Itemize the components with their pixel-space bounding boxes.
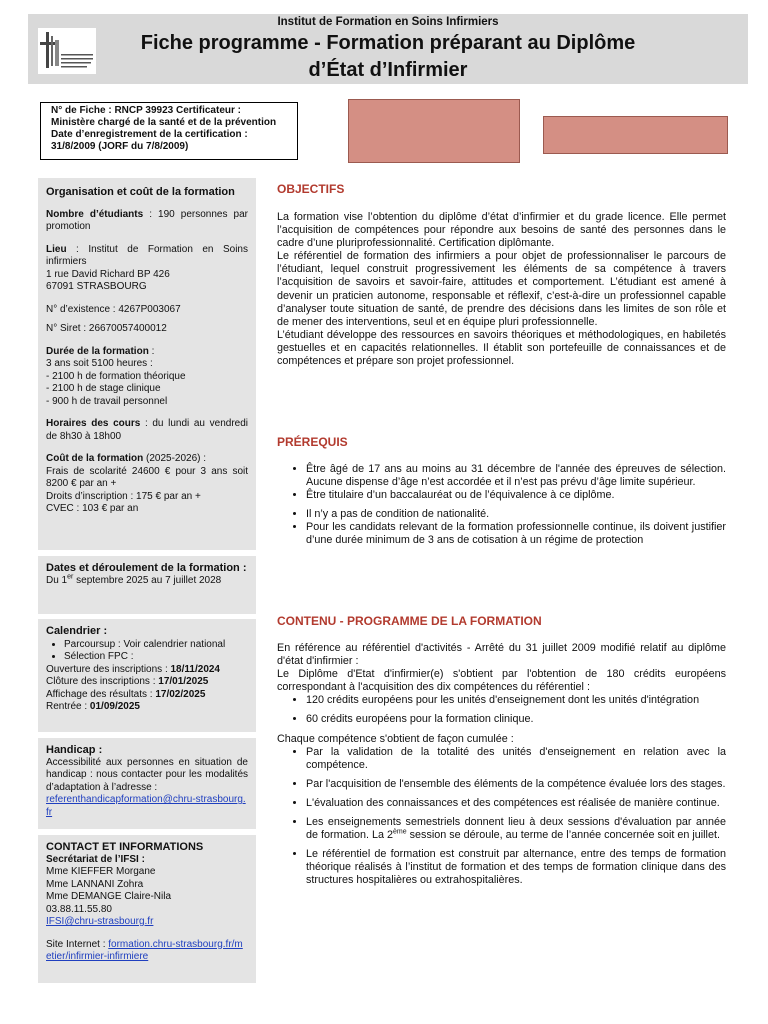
paragraph: Chaque compétence s'obtient de façon cumulée :	[277, 732, 514, 745]
paragraph: Le Diplôme d'Etat d'infirmier(e) s'obtient par l'obtention de 180 crédits européens correspondant à l'acquisition des dix compétences du référentiel :	[277, 668, 726, 694]
dates-panel	[38, 556, 256, 614]
section-title-objectifs: OBJECTIFS	[277, 182, 345, 196]
list-item: • Par l'acquisition de l'ensemble des éléments de la compétence évaluée lors des stages.	[306, 778, 726, 791]
redacted-block	[348, 99, 520, 163]
objectifs-body	[277, 211, 726, 368]
duration-line: - 2100 h de stage clinique	[46, 383, 161, 394]
certification-box	[40, 102, 298, 160]
section-title-prerequis: PRÉREQUIS	[277, 435, 348, 449]
address-line: 1 rue David Richard BP 426	[46, 268, 170, 280]
list-item: • Être âgé de 17 ans au moins au 31 décembre de l'année des épreuves de sélection. Aucune dispense d’âge n’est accordée et il n’est pas prévu d’âge limite supérieur.	[306, 463, 726, 489]
hours-info: Horaires des cours : du lundi au vendredi de 8h30 à 18h00	[46, 418, 248, 442]
contact-name: Mme LANNANI Zohra	[46, 878, 144, 890]
cert-line: Ministère chargé de la santé et de la prévention	[51, 117, 277, 128]
contact-phone: 03.88.11.55.80	[46, 903, 112, 915]
credits-list	[277, 694, 726, 726]
list-item: • Par la validation de la totalité des unités d'enseignement en relation avec la compétence.	[306, 746, 726, 772]
list-item: • Sélection FPC :	[64, 651, 248, 664]
website-line: Site Internet : formation.chru-strasbourg.fr/metier/infirmier-infirmiere	[46, 938, 243, 962]
website-link[interactable]: formation.chru-strasbourg.fr/metier/infirmier-infirmiere	[46, 938, 243, 962]
panel-title: CONTACT ET INFORMATIONS	[46, 841, 204, 853]
list-item: • Être titulaire d’un baccalauréat ou de l’équivalence à ce diplôme.	[306, 489, 726, 502]
paragraph: L’étudiant développe des ressources en savoirs théoriques et méthodologiques, en habiletés gestuelles et en capacités relationnelles. Il établit son portefeuille de connaissances et de compétences et prépare son projet professionnel.	[277, 328, 726, 368]
panel-title: Calendrier :	[46, 625, 108, 637]
dates-range: Du 1er septembre 2025 au 7 juillet 2028	[46, 573, 222, 586]
panel-title: Dates et déroulement de la formation :	[46, 562, 247, 574]
siret-number: N° Siret : 26670057400012	[46, 323, 167, 334]
paragraph: Le référentiel de formation des infirmiers a pour objet de professionnaliser le parcours de l’étudiant, lequel construit progressivement les éléments de sa compétence à travers l’acquisition de savoirs et savoir-faire, attitudes et comportement. L’étudiant est amené à devenir un praticien autonome, responsable et réflexif, c’est-à-dire un professionnel capable d’analyser toute situation de santé, de prendre des décisions dans les limites de son rôle et de mener des interventions, seul et en équipe pluri professionnelle.	[277, 250, 726, 328]
cert-line: N° de Fiche : RNCP 39923 Certificateur :	[51, 105, 241, 116]
prerequis-body	[277, 463, 726, 548]
location-info: Lieu : Institut de Formation en Soins infirmiers	[46, 243, 248, 267]
calendar-row: Clôture des inscriptions : 17/01/2025	[46, 676, 209, 687]
list-item: • Il n’y a pas de condition de nationalité.	[306, 508, 726, 521]
cost-fees: Frais de scolarité 24600 € pour 3 ans soit 8200 € par an +	[46, 465, 248, 489]
page-title-line1: Fiche programme - Formation préparant au Diplôme	[140, 32, 636, 54]
list-item: • Le référentiel de formation est construit par alternance, entre des temps de formation théorique réalisés à l’institut de formation et des temps de formation clinique dans des structures hospitalières ou extrahospitalières.	[306, 848, 726, 887]
list-item: • 120 crédits européens pour les unités d'enseignement dont les unités d'intégration	[306, 694, 726, 707]
panel-title: Handicap :	[46, 744, 103, 756]
handicap-email-link[interactable]: referenthandicapformation@chru-strasbourg.fr	[46, 794, 246, 818]
cert-line: 31/8/2009 (JORF du 7/8/2009)	[51, 141, 189, 152]
paragraph: En référence au référentiel d'activités - Arrêté du 31 juillet 2009 modifié relatif au diplôme d'état d'infirmier :	[277, 642, 726, 668]
prerequis-list	[277, 463, 726, 548]
page-title-line2: d’État d’Infirmier	[308, 59, 468, 81]
cost-heading: Coût de la formation (2025-2026) :	[46, 453, 207, 464]
address-line: 67091 STRASBOURG	[46, 281, 147, 292]
contenu-body	[277, 642, 726, 888]
cost-cvec: CVEC : 103 € par an	[46, 503, 139, 514]
contact-name: Mme DEMANGE Claire-Nila	[46, 891, 172, 902]
list-item: • 60 crédits européens pour la formation clinique.	[306, 713, 726, 726]
duration-line: 3 ans soit 5100 heures :	[46, 358, 153, 369]
list-item: • Pour les candidats relevant de la formation professionnelle continue, ils doivent justifier d’une durée minimum de 3 ans de cotisation à un régime de protection	[306, 521, 726, 547]
duration-line: - 900 h de travail personnel	[46, 395, 168, 407]
students-info: Nombre d’étudiants : 190 personnes par promotion	[46, 208, 248, 232]
existence-number: N° d’existence : 4267P003067	[46, 303, 181, 315]
cert-line: Date d’enregistrement de la certification :	[51, 129, 248, 140]
calendar-row: Rentrée : 01/09/2025	[46, 701, 140, 712]
handicap-text: Accessibilité aux personnes en situation de handicap : nous contacter pour les modalités d’adaptation à l’adresse :	[46, 756, 248, 793]
handicap-panel	[38, 738, 256, 829]
institute-name: Institut de Formation en Soins Infirmiers	[277, 16, 499, 28]
paragraph: La formation vise l’obtention du diplôme d’état d’infirmier et du grade licence. Elle permet l’acquisition de compétences pour répondre aux besoins de santé des personnes dans le cadre d’une pluriprofessionnalité. Certification diplômante.	[277, 211, 726, 250]
duration-line: - 2100 h de formation théorique	[46, 370, 186, 382]
panel-title: Organisation et coût de la formation	[46, 186, 235, 198]
cost-registration: Droits d’inscription : 175 € par an +	[46, 490, 201, 502]
calendar-row: Affichage des résultats : 17/02/2025	[46, 688, 206, 700]
calendar-panel	[38, 619, 256, 732]
redacted-block	[543, 116, 728, 154]
contact-panel	[38, 835, 256, 983]
header-banner	[28, 14, 748, 84]
contact-name: Mme KIEFFER Morgane	[46, 866, 156, 877]
secretariat-label: Secrétariat de l’IFSI :	[46, 853, 145, 865]
competence-list	[277, 746, 726, 888]
calendar-list	[46, 639, 248, 664]
calendar-row: Ouverture des inscriptions : 18/11/2024	[46, 663, 220, 675]
duration-heading: Durée de la formation :	[46, 345, 155, 357]
list-item: • L'évaluation des connaissances et des compétences est réalisée de manière continue.	[306, 797, 726, 810]
contact-email-link[interactable]: IFSI@chru-strasbourg.fr	[46, 916, 154, 927]
list-item: • Les enseignements semestriels donnent lieu à deux sessions d'évaluation par année de formation. La 2ème session se déroule, au terme de l’année concernée soit en juillet.	[306, 816, 726, 842]
list-item: • Parcoursup : Voir calendrier national	[64, 639, 248, 652]
section-title-contenu: CONTENU - PROGRAMME DE LA FORMATION	[277, 614, 542, 628]
organisation-panel	[38, 178, 256, 550]
